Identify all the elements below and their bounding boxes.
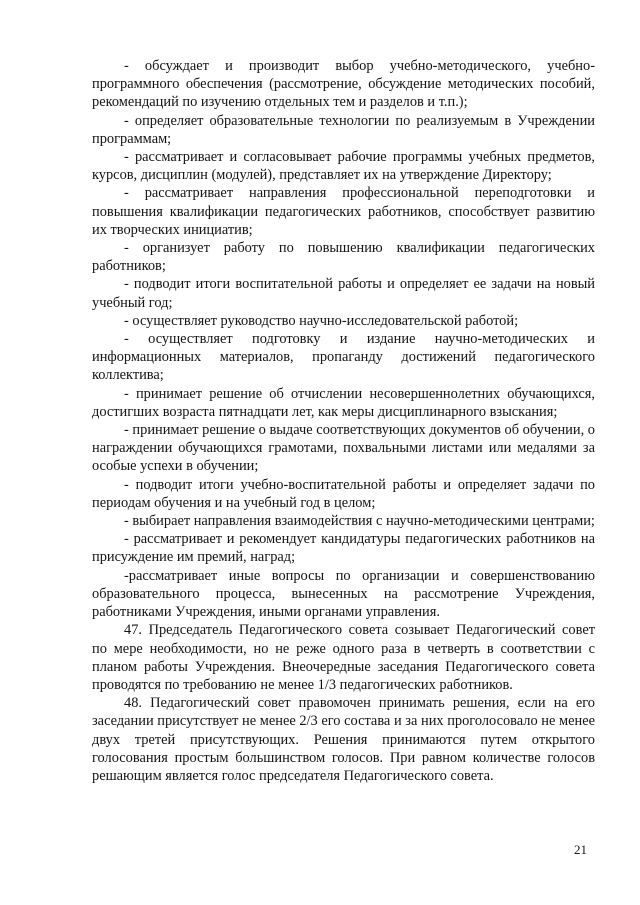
document-body (92, 57, 595, 785)
paragraph-item-48: 48. Педагогический совет правомочен принимать решения, если на его заседании присутствует не менее 2/3 его состава и за них проголосовало не менее двух третей присутствующих. Решения принимаются путем открытого голосования простым большинством голосов. При равном количестве голосов решающим является голос председателя Педагогического совета. (92, 695, 595, 784)
paragraph-publishing-materials: - осуществляет подготовку и издание научно-методических и информационных материалов, пропаганду достижений педагогического коллектива; (92, 331, 595, 384)
paragraph-retraining-directions: - рассматривает направления профессиональной переподготовки и повышения квалификации педагогических работников, способствует развитию их творческих инициатив; (92, 185, 595, 238)
paragraph-qualification-work: - организует работу по повышению квалификации педагогических работников; (92, 240, 595, 275)
paragraph-period-results: - подводит итоги учебно-воспитательной работы и определяет задачи по периодам обучения и на учебный год в целом; (92, 476, 595, 511)
paragraph-documents-awards: - принимает решение о выдаче соответствующих документов об обучении, о награждении обучающихся грамотами, похвальными листами или медалями за особые успехи в обучении; (92, 422, 595, 475)
page-number: 21 (574, 842, 587, 857)
paragraph-award-candidates: - рассматривает и рекомендует кандидатуры педагогических работников на присуждение им премий, наград; (92, 531, 595, 566)
paragraph-item-47: 47. Председатель Педагогического совета созывает Педагогический совет по мере необходимости, но не реже одного раза в четверть в соответствии с планом работы Учреждения. Внеочередные заседания Педагогического совета проводятся по требованию не менее 1/3 педагогических работников. (92, 622, 595, 693)
paragraph-educational-results: - подводит итоги воспитательной работы и определяет ее задачи на новый учебный год; (92, 276, 595, 311)
paragraph-expulsion-decision: - принимает решение об отчислении несовершеннолетних обучающихся, достигших возраста пятнадцати лет, как меры дисциплинарного взыскания; (92, 385, 595, 420)
paragraph-research-management: - осуществляет руководство научно-исследовательской работой; (124, 312, 519, 329)
paragraph-education-technologies: - определяет образовательные технологии по реализуемым в Учреждении программам; (92, 112, 595, 147)
paragraph-discuss-methodical-support: - обсуждает и производит выбор учебно-методического, учебно-программного обеспечения (рассмотрение, обсуждение методических пособий, рекомендаций по изучению отдельных тем и разделов и т.п.); (92, 58, 595, 111)
paragraph-other-questions: -рассматривает иные вопросы по организации и совершенствованию образовательного процесса, вынесенных на рассмотрение Учреждения, работниками Учреждения, иными органами управления. (92, 567, 595, 621)
paragraph-work-programs: - рассматривает и согласовывает рабочие программы учебных предметов, курсов, дисциплин (модулей), представляет их на утверждение Директору; (92, 149, 595, 184)
paragraph-interaction-centers: - выбирает направления взаимодействия с научно-методическими центрами; (124, 513, 595, 530)
